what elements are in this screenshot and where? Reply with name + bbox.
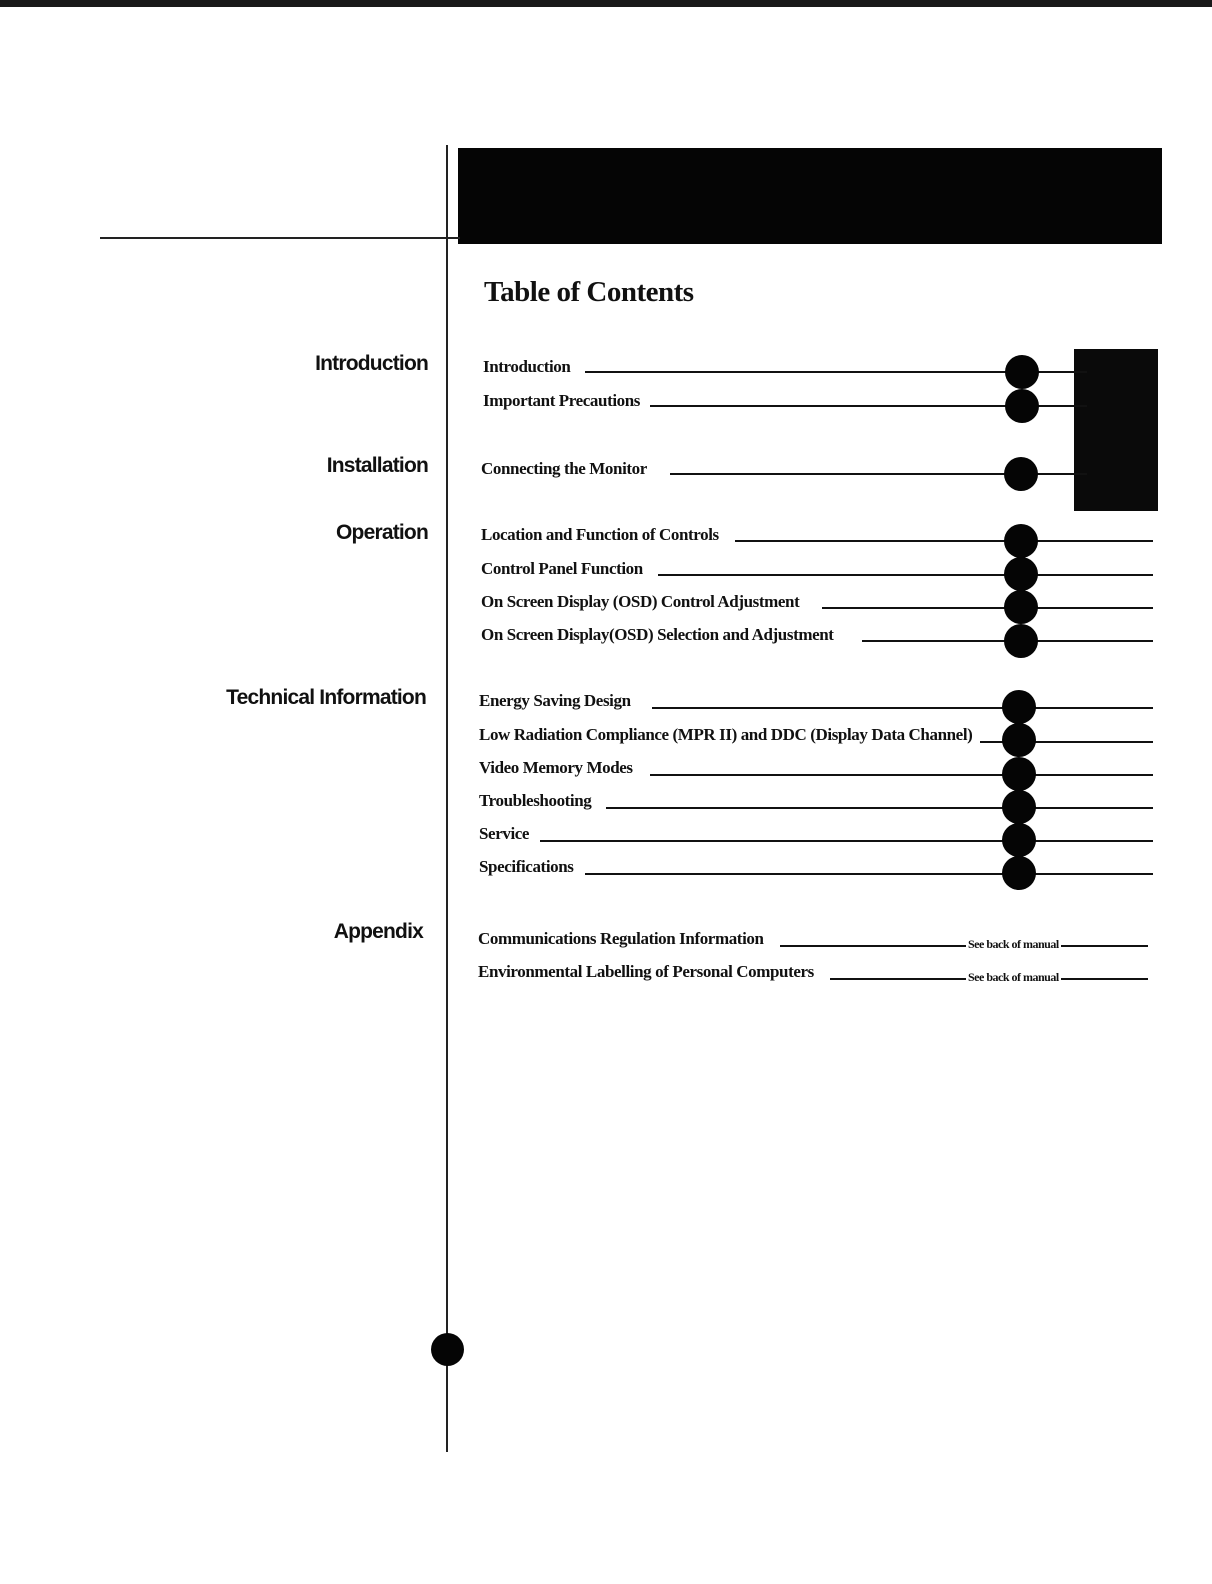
toc-entry-control-panel-function[interactable]: Control Panel Function: [481, 559, 651, 579]
page-marker-dot: [1004, 624, 1038, 658]
page-marker-dot: [1004, 457, 1038, 491]
leader-line: [658, 574, 1153, 576]
page-marker-dot: [1002, 790, 1036, 824]
section-label-operation: Operation: [336, 521, 428, 544]
page-title: Table of Contents: [484, 276, 694, 308]
leader-line: [585, 873, 1153, 875]
bottom-bullet-dot: [431, 1333, 464, 1366]
toc-entry-low-radiation-compliance[interactable]: Low Radiation Compliance (MPR II) and DDC (Display Data Channel): [479, 725, 980, 745]
toc-entry-service[interactable]: Service: [479, 824, 537, 844]
toc-entry-energy-saving-design[interactable]: Energy Saving Design: [479, 691, 639, 711]
leader-line: [650, 774, 1153, 776]
section-label-installation: Installation: [326, 454, 428, 477]
page-marker-dot: [1005, 389, 1039, 423]
leader-line: [735, 540, 1153, 542]
page-marker-dot: [1002, 856, 1036, 890]
leader-line: [968, 741, 1153, 743]
leader-line: [540, 840, 1153, 842]
page-marker-dot: [1004, 590, 1038, 624]
header-black-bar: [458, 148, 1162, 244]
section-label-technical-information: Technical Information: [226, 686, 426, 709]
left-horizontal-rule: [100, 237, 460, 239]
toc-entry-video-memory-modes[interactable]: Video Memory Modes: [479, 758, 641, 778]
leader-line: [606, 807, 1153, 809]
toc-entry-specifications[interactable]: Specifications: [479, 857, 582, 877]
toc-entry-environmental-labelling[interactable]: Environmental Labelling of Personal Computers: [478, 962, 822, 982]
appendix-reference-note: See back of manual: [968, 970, 1059, 984]
toc-entry-location-and-function-of-controls[interactable]: Location and Function of Controls: [481, 525, 727, 545]
page-marker-dot: [1002, 757, 1036, 791]
page-marker-dot: [1004, 524, 1038, 558]
section-label-appendix: Appendix: [333, 920, 423, 943]
toc-entry-important-precautions[interactable]: Important Precautions: [483, 391, 648, 411]
leader-line: [822, 607, 1153, 609]
page-marker-dot: [1005, 355, 1039, 389]
vertical-divider-rule: [446, 145, 448, 1452]
appendix-reference-note: See back of manual: [968, 937, 1059, 951]
page-marker-dot: [1002, 823, 1036, 857]
section-tab-block: [1074, 349, 1158, 511]
page-marker-dot: [1002, 723, 1036, 757]
toc-entry-osd-control-adjustment[interactable]: On Screen Display (OSD) Control Adjustment: [481, 592, 807, 612]
toc-entry-troubleshooting[interactable]: Troubleshooting: [479, 791, 599, 811]
toc-entry-connecting-the-monitor[interactable]: Connecting the Monitor: [481, 459, 655, 479]
toc-entry-introduction[interactable]: Introduction: [483, 357, 578, 377]
toc-entry-osd-selection-and-adjustment[interactable]: On Screen Display(OSD) Selection and Adjustment: [481, 625, 842, 645]
leader-line: [780, 945, 1148, 947]
page-marker-dot: [1002, 690, 1036, 724]
page-marker-dot: [1004, 557, 1038, 591]
leader-line: [652, 707, 1153, 709]
toc-entry-communications-regulation-information[interactable]: Communications Regulation Information: [478, 929, 772, 949]
section-label-introduction: Introduction: [315, 352, 428, 375]
top-border-rule: [0, 0, 1212, 7]
